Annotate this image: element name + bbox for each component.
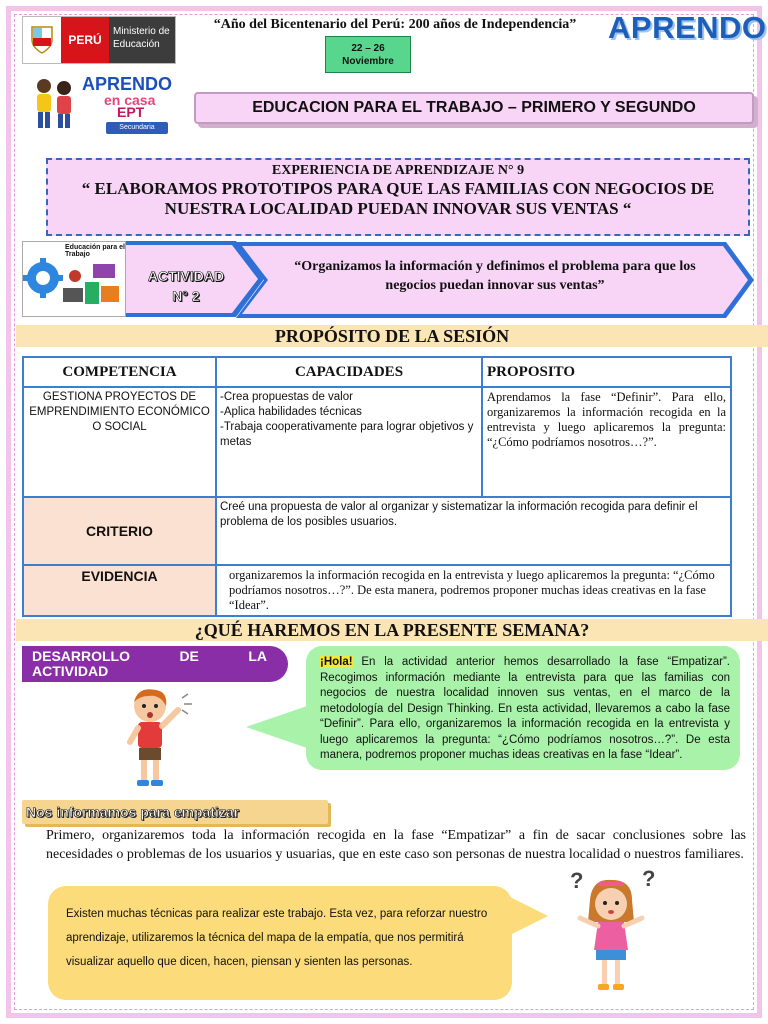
desarrollo-word: ACTIVIDAD — [32, 663, 109, 679]
experience-number: EXPERIENCIA DE APRENDIZAJE N° 9 — [271, 163, 525, 178]
aec-subtitle: en casa — [104, 92, 156, 108]
activity-label-line1: ACTIVIDAD — [147, 268, 225, 284]
purpose-heading: PROPÓSITO DE LA SESIÓN — [16, 325, 768, 347]
session-table — [22, 356, 732, 617]
question-mark: ? — [642, 866, 656, 891]
capacidad-item: -Aplica habilidades técnicas — [220, 406, 362, 418]
evidencia-cell: organizaremos la información recogida en la entrevista y luego aplicaremos la pregunta: “¿Cómo podríamos nosotros…?”. De esta manera, podremos proponer muchas ideas creativas en la fase “Idear”. — [216, 565, 731, 616]
aec-level: Secundaria — [106, 122, 168, 134]
criterio-label: CRITERIO — [23, 497, 216, 565]
minedu-logo — [22, 16, 176, 64]
ept-logo-label: Educación para el Trabajo — [65, 244, 125, 258]
table-header-row — [23, 357, 731, 387]
informamos-tab: Nos informamos para empatizar — [22, 800, 328, 824]
desarrollo-word: DESARROLLO — [32, 648, 130, 664]
week-heading: ¿QUÉ HAREMOS EN LA PRESENTE SEMANA? — [16, 619, 768, 641]
boy-illustration — [108, 684, 198, 794]
capacidad-item: -Crea propuestas de valor — [220, 391, 353, 403]
aprendo-title: APRENDO — [608, 10, 767, 45]
gear-icon — [23, 258, 63, 298]
technique-speech-bubble: Existen muchas técnicas para realizar este trabajo. Esta vez, para reforzar nuestro aprendizaje, utilizaremos la técnica del mapa de la empatía, que nos permitirá visualizar aquello que dicen, hacen, piensan y sienten las personas. — [48, 886, 512, 1000]
activity-label — [136, 266, 236, 306]
criterio-cell: Creé una propuesta de valor al organizar y sistematizar la información recogida para definir el problema de los posibles usuarios. — [216, 497, 731, 565]
activity-label-line2: N° 2 — [172, 288, 200, 304]
aprendo-en-casa-logo — [22, 68, 184, 138]
question-mark: ? — [570, 868, 584, 893]
header-competencia: COMPETENCIA — [23, 357, 216, 387]
header-proposito: PROPOSITO — [482, 357, 731, 387]
table-row — [23, 497, 731, 565]
speech-bubble-tail — [508, 896, 548, 936]
desarrollo-tab — [22, 646, 288, 682]
intro-speech-bubble — [306, 646, 740, 770]
peru-label: PERÚ — [61, 17, 109, 63]
aec-title: APRENDO — [82, 74, 173, 94]
ept-logo — [22, 241, 126, 317]
table-row — [23, 387, 731, 497]
capacidad-item: -Trabaja cooperativamente para lograr objetivos y metas — [220, 421, 474, 448]
informamos-paragraph: Primero, organizaremos toda la información recogida en la fase “Empatizar” a fin de sacar conclusiones sobre las necesidades o problemas de los usuarios y usuarias, que en este caso son personas de nuestra localidad o nuestros familiares. — [46, 828, 746, 862]
kids-illustration — [26, 76, 80, 132]
ministry-label: Ministerio de Educación — [109, 17, 175, 63]
desarrollo-word: LA — [248, 648, 267, 664]
proposito-cell: Aprendamos la fase “Definir”. Para ello, organizaremos la información recogida en la entrevista y luego aplicaremos la pregunta: “¿Cómo podríamos nosotros…?”. — [482, 387, 731, 497]
experience-title: “ ELABORAMOS PROTOTIPOS PARA QUE LAS FAMILIAS CON NEGOCIOS DE NUESTRA LOCALIDAD PUEDAN INNOVAR SUS VENTAS “ — [81, 179, 715, 218]
course-title: EDUCACION PARA EL TRABAJO – PRIMERO Y SEGUNDO — [194, 92, 754, 124]
date-month: Noviembre — [342, 56, 394, 67]
date-range: 22 – 26 — [351, 43, 385, 54]
aec-ept: EPT — [117, 104, 145, 120]
capacidades-cell — [216, 387, 482, 497]
table-row — [23, 565, 731, 616]
hola-highlight: ¡Hola! — [320, 656, 353, 668]
header-capacidades: CAPACIDADES — [216, 357, 482, 387]
activity-title: “Organizamos la información y definimos el problema para que los negocios puedan innovar sus ventas” — [294, 259, 696, 293]
girl-illustration — [562, 866, 658, 996]
experience-box — [46, 158, 750, 236]
evidencia-label: EVIDENCIA — [23, 565, 216, 616]
peru-shield-icon — [23, 17, 61, 63]
speech-bubble-tail — [246, 705, 310, 749]
intro-text: En la actividad anterior hemos desarrollado la fase “Empatizar”. Recogimos información mediante la entrevista para que las familias con negocios de nuestra localidad innoven sus ventas, en el marco de la metodología del Design Thinking. En esta actividad, llevaremos a cabo la fase “Definir”. Para ello, organizaremos la información recogida en la entrevista y luego aplicaremos la pregunta: “¿Cómo podríamos nosotros…?”. De esta manera, podremos proponer muchas ideas creativas en la fase “Idear”. — [320, 656, 730, 761]
desarrollo-word: DE — [179, 648, 199, 664]
competencia-cell: GESTIONA PROYECTOS DE EMPRENDIMIENTO ECONÓMICO O SOCIAL — [23, 387, 216, 497]
year-motto: “Año del Bicentenario del Perú: 200 años de Independencia” — [213, 17, 577, 32]
date-badge — [325, 36, 411, 73]
